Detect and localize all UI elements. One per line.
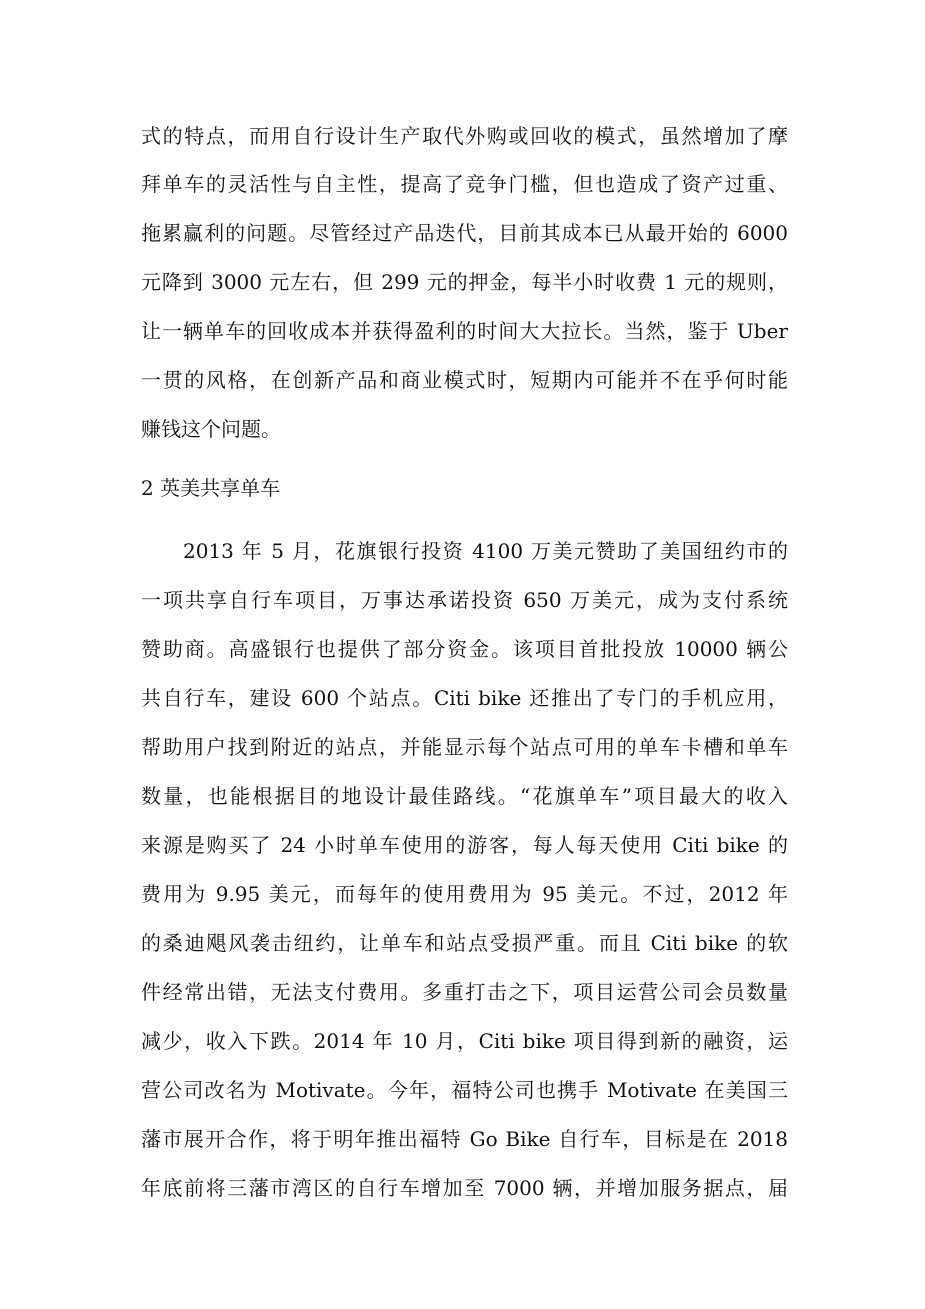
- paragraph-line: 费用为 9.95 美元，而每年的使用费用为 95 美元。不过，2012 年: [141, 882, 788, 906]
- paragraph-line: 来源是购买了 24 小时单车使用的游客，每人每天使用 Citi bike 的: [141, 833, 788, 857]
- paragraph-line: 拜单车的灵活性与自主性，提高了竞争门槛，但也造成了资产过重、: [141, 172, 788, 196]
- paragraph-line: 元降到 3000 元左右，但 299 元的押金，每半小时收费 1 元的规则，: [141, 270, 788, 294]
- paragraph-line: 藩市展开合作，将于明年推出福特 Go Bike 自行车，目标是在 2018: [141, 1127, 788, 1151]
- paragraph-line: 2013 年 5 月，花旗银行投资 4100 万美元赞助了美国纽约市的: [183, 539, 788, 563]
- paragraph-line: 年底前将三藩市湾区的自行车增加至 7000 辆，并增加服务据点，届: [141, 1176, 788, 1200]
- paragraph-line: 拖累赢利的问题。尽管经过产品迭代，目前其成本已从最开始的 6000: [141, 221, 788, 245]
- paragraph-line: 一项共享自行车项目，万事达承诺投资 650 万美元，成为支付系统: [141, 588, 788, 612]
- paragraph-line: 一贯的风格，在创新产品和商业模式时，短期内可能并不在乎何时能: [141, 368, 788, 392]
- paragraph-line: 件经常出错，无法支付费用。多重打击之下，项目运营公司会员数量: [141, 980, 788, 1004]
- paragraph-line: 赚钱这个问题。: [141, 417, 281, 441]
- paragraph-line: 共自行车，建设 600 个站点。Citi bike 还推出了专门的手机应用，: [141, 686, 788, 710]
- paragraph-line: 帮助用户找到附近的站点，并能显示每个站点可用的单车卡槽和单车: [141, 735, 788, 759]
- paragraph-line: 营公司改名为 Motivate。今年，福特公司也携手 Motivate 在美国三: [141, 1078, 788, 1102]
- paragraph-line: 的桑迪飓风袭击纽约，让单车和站点受损严重。而且 Citi bike 的软: [141, 931, 788, 955]
- paragraph-line: 赞助商。高盛银行也提供了部分资金。该项目首批投放 10000 辆公: [141, 637, 788, 661]
- paragraph-line: 让一辆单车的回收成本并获得盈利的时间大大拉长。当然，鉴于 Uber: [141, 319, 788, 343]
- paragraph-line: 减少，收入下跌。2014 年 10 月，Citi bike 项目得到新的融资，运: [141, 1029, 788, 1053]
- paragraph-line: 式的特点，而用自行设计生产取代外购或回收的模式，虽然增加了摩: [141, 124, 788, 148]
- section-heading: 2 英美共享单车: [141, 476, 281, 500]
- paragraph-line: 数量，也能根据目的地设计最佳路线。“花旗单车”项目最大的收入: [141, 784, 788, 808]
